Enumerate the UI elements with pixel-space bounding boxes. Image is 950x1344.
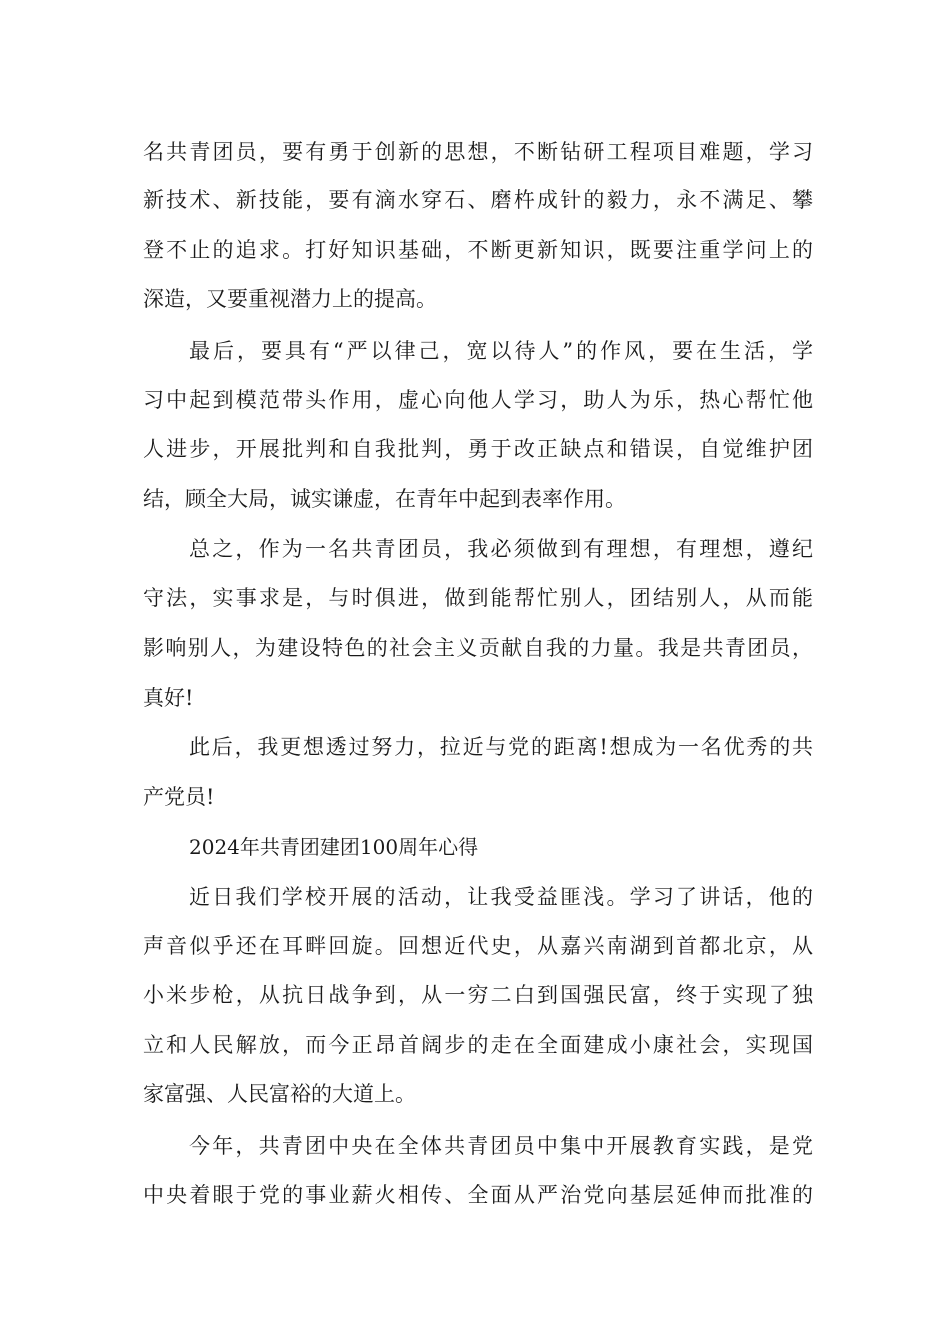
section-heading: 2024年共青团建团100周年心得 bbox=[189, 835, 479, 859]
text-line: 结，顾全大局，诚实谦虚，在青年中起到表率作用。 bbox=[143, 487, 626, 511]
text-line: 影响别人，为建设特色的社会主义贡献自我的力量。我是共青团员， bbox=[143, 636, 813, 660]
text-line: 立和人民解放，而今正昂首阔步的走在全面建成小康社会，实现国 bbox=[143, 1033, 813, 1057]
text-line: 深造，又要重视潜力上的提高。 bbox=[143, 287, 437, 311]
text-line: 小米步枪，从抗日战争到，从一穷二白到国强民富，终于实现了独 bbox=[143, 983, 813, 1007]
text-line: 此后，我更想透过努力，拉近与党的距离!想成为一名优秀的共 bbox=[189, 735, 813, 759]
text-line: 名共青团员，要有勇于创新的思想，不断钻研工程项目难题，学习 bbox=[143, 140, 813, 164]
text-line: 真好! bbox=[143, 686, 194, 710]
text-line: 登不止的追求。打好知识基础，不断更新知识，既要注重学问上的 bbox=[143, 238, 813, 262]
text-line: 习中起到模范带头作用，虚心向他人学习，助人为乐，热心帮忙他 bbox=[143, 388, 813, 412]
text-line: 守法，实事求是，与时俱进，做到能帮忙别人，团结别人，从而能 bbox=[143, 586, 813, 610]
text-line: 声音似乎还在耳畔回旋。回想近代史，从嘉兴南湖到首都北京，从 bbox=[143, 934, 813, 958]
text-line: 最后，要具有“严以律己，宽以待人”的作风，要在生活，学 bbox=[189, 339, 813, 363]
text-line: 产党员! bbox=[143, 785, 215, 809]
text-line: 今年，共青团中央在全体共青团员中集中开展教育实践，是党 bbox=[189, 1134, 813, 1158]
text-line: 人进步，开展批判和自我批判，勇于改正缺点和错误，自觉维护团 bbox=[143, 437, 813, 461]
text-line: 总之，作为一名共青团员，我必须做到有理想，有理想，遵纪 bbox=[189, 537, 813, 561]
text-line: 家富强、人民富裕的大道上。 bbox=[143, 1082, 416, 1106]
text-line: 近日我们学校开展的活动，让我受益匪浅。学习了讲话，他的 bbox=[189, 885, 813, 909]
text-line: 新技术、新技能，要有滴水穿石、磨杵成针的毅力，永不满足、攀 bbox=[143, 188, 813, 212]
text-line: 中央着眼于党的事业薪火相传、全面从严治党向基层延伸而批准的 bbox=[143, 1183, 813, 1207]
